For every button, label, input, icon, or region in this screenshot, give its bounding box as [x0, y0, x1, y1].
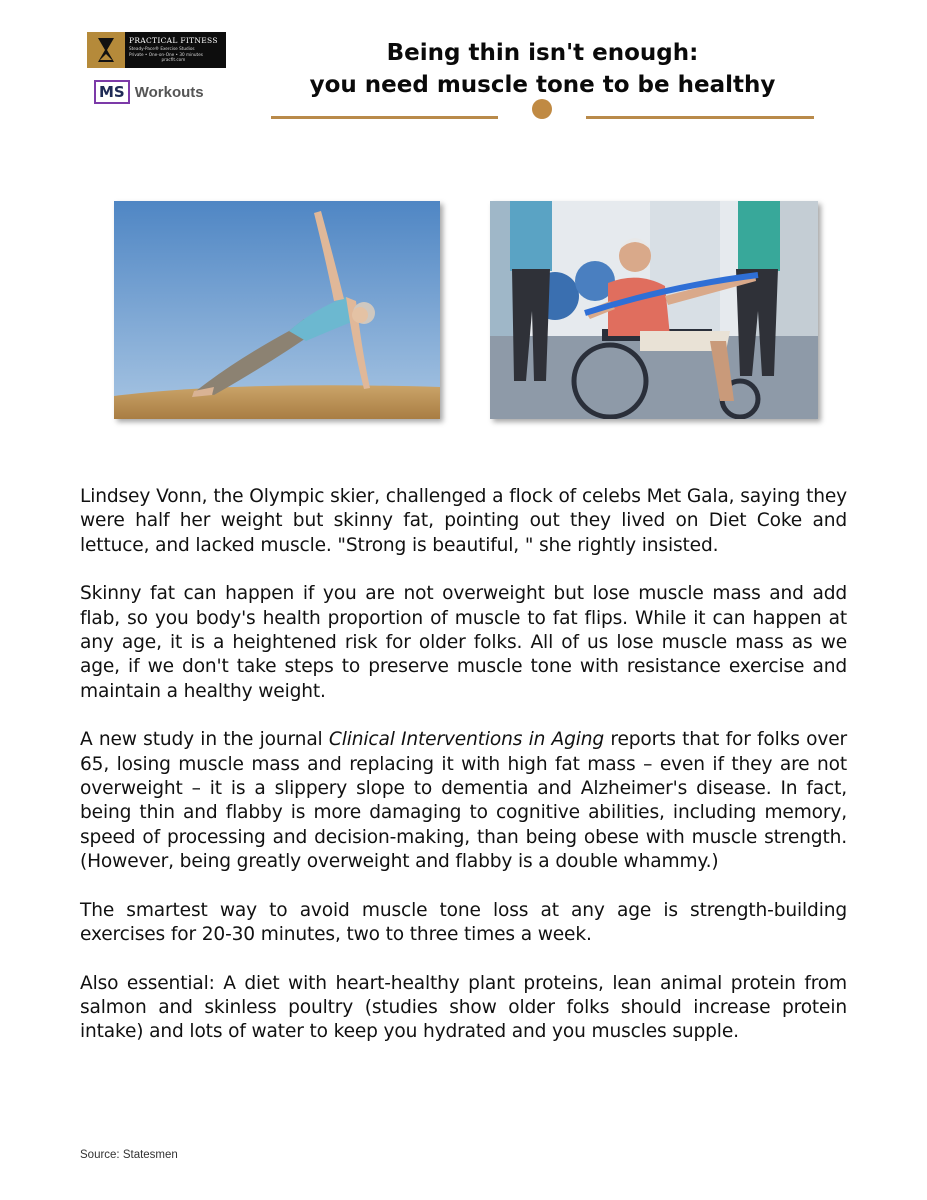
logo-url: pracfit.com: [161, 57, 186, 63]
logo-services: Private • One-on-One • 30 minutes: [129, 52, 203, 58]
logo-title: PRACTICAL FITNESS: [129, 36, 218, 46]
practical-fitness-logo: [87, 32, 226, 68]
title-line-1: Being thin isn't enough:: [386, 40, 699, 66]
ms-workouts-word: Workouts: [134, 83, 204, 101]
paragraph-3-start: A new study in the journal: [80, 729, 329, 751]
ms-workouts-logo: [94, 79, 204, 105]
paragraph-3: [80, 728, 847, 874]
logo-tagline: Steady-Pace® Exercise Studios: [129, 45, 195, 51]
paragraph-4: The smartest way to avoid muscle tone loss at any age is strength-building exercises for 20-30 minutes, two to three times a week.: [80, 899, 847, 945]
title-line-2: you need muscle tone to be healthy: [309, 72, 776, 98]
paragraph-2: Skinny fat can happen if you are not overweight but lose muscle mass and add flab, so you body's health proportion of muscle to fat flips. While it can happen at any age, it is a heightened risk for older folks. All of us lose muscle mass as we age, if we don't take steps to preserve muscle tone with resistance exercise and maintain a healthy weight.: [80, 583, 847, 702]
article-body: [80, 485, 847, 1069]
source-credit: Source: Statesmen: [80, 1149, 178, 1161]
side-plank-photo: [114, 201, 440, 419]
paragraph-3-end: reports that for folks over 65, losing muscle mass and replacing it with high fat mass – even if they are not overweight – it is a slippery slope to dementia and Alzheimer's disease. In fact, being thin and flabby is more damaging to cognitive abilities, including memory, speed of processing and decision-making, than being obese with muscle strength. (However, being greatly overweight and flabby is a double whammy.): [80, 729, 847, 872]
paragraph-1: Lindsey Vonn, the Olympic skier, challenged a flock of celebs Met Gala, saying they were half her weight but skinny fat, pointing out they lived on Diet Coke and lettuce, and lacked muscle. "Strong is beautiful, " she rightly insisted.: [80, 486, 847, 556]
title-divider-dot: [532, 99, 552, 119]
hourglass-icon: [87, 32, 125, 68]
title-divider-left: [271, 116, 498, 119]
wheelchair-exercise-photo: [490, 201, 818, 419]
title-divider-right: [586, 116, 814, 119]
paragraph-5: Also essential: A diet with heart-healthy plant proteins, lean animal protein from salmon and skinless poultry (studies show older folks should increase protein intake) and lots of water to keep you hydrated and you muscles supple.: [80, 972, 847, 1043]
ms-badge: MS: [94, 80, 130, 104]
page-title: [300, 37, 785, 101]
journal-name: Clinical Interventions in Aging: [328, 729, 605, 751]
